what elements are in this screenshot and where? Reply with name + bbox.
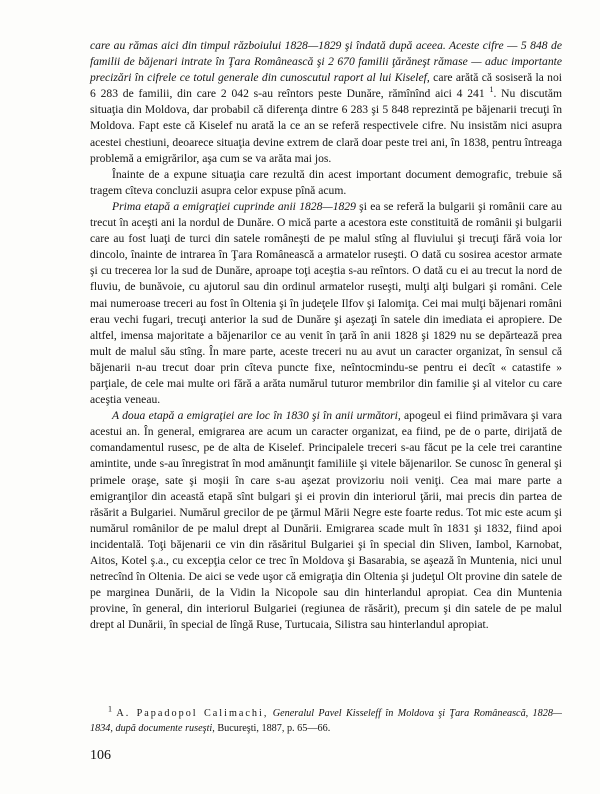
text-run: care arătă că sosiseră la noi 6 283 de familii, din care 2 042 s-au reîntors peste Dunăre, rămînînd aici 4 241 xyxy=(90,71,563,101)
italic-text: Prima etapă a emigraţiei cuprinde anii 1828—1829 xyxy=(112,199,356,213)
paragraph-3 xyxy=(90,199,562,408)
italic-text: care au rămas aici din timpul războiului 1828—1829 şi îndată după aceea. Aceste cifre — 5 848 de familii de bǎjenari intrate în Ţara Românească şi 2 670 familii ţărăneşt rămase — aduc importante precizări în cifrele ce totul generale din cunoscutul raport al lui Kiselef, xyxy=(90,39,562,85)
page-number: 106 xyxy=(90,748,111,763)
footnote-title: Generalul Pavel Kisseleff în Moldova şi Ţara Românească, 1828—1834, după documente ruseşti xyxy=(90,708,562,734)
footnote xyxy=(90,704,562,736)
footnote-marker: 1 xyxy=(108,704,112,714)
text-run: . Nu discutăm situaţia din Moldova, dar probabil că diferenţa dintre 6 283 şi 5 848 reprezintă pe băjenarii trecuţi în Moldova. Fapt este că Kiselef nu arată la ce an se referă respectivele cifre. Nu insistăm nici asupra acestei chestiuni, deoarece situaţia devine extrem de clară doar peste trei ani, în 1838, pentru întreaga problemă a emigrărilor, aşa cum se va arăta mai jos. xyxy=(90,87,562,165)
text-run: şi ea se referă la bulgarii şi românii care au trecut în aceşti ani la nordul de Dunăre. O mică parte a acestora este constituită de românii şi bulgarii care au fost luaţi de turci din satele româneşti de pe malul stîng al fluviului şi trecuţi fără voia lor dincolo, înainte de intrarea în Ţara Românească a armatelor ruseşti. O dată cu sosirea acestor armate şi cu trecerea lor la sud de Dunăre, aproape toţi aceştia s-au reîntors. O dată cu ei au trecut la nord de fluviu, de bunăvoie, cu ajutorul sau din ordinul armatelor ruseşti, mulţi alţi bulgari şi români. Cele mai numeroase treceri au fost în Oltenia şi în judeţele Ilfov şi Ialomiţa. Cei mai mulţi băjenari români erau vechi fugari, trecuţi anterior la sud de Dunăre şi aşezaţi în satele din imediata ei apropiere. De altfel, imensa majoritate a băjenarilor ce au venit în ţară în anii 1828 şi 1829 nu se depărtează prea mult de malul său stîng. În mare parte, aceste treceri nu au avut un caracter organizat, în sensul că băjenarii n-au trecut doar prin cîteva puncte fixe, neîntocmindu-se pentru ei decît « catastife » parţiale, de cele mai multe ori fără a arăta numărul tuturor membrilor din familie şi al vitelor cu care aceştia veneau. xyxy=(90,199,562,407)
paragraph-1 xyxy=(90,38,562,167)
body-text xyxy=(90,38,562,633)
footnote-ref: 1 xyxy=(489,85,494,95)
italic-text: A doua etapă a emigraţiei are loc în 1830 şi în anii următori, xyxy=(112,409,401,423)
footnote-rest: , Bucureşti, 1887, p. 65—66. xyxy=(212,722,331,734)
text-run: apogeul ei fiind primăvara şi vara acestui an. În general, emigrarea are acum un caracter organizat, ea fiind, pe de o parte, dirijată de comandamentul rusesc, pe de alta de Kiselef. Principalele treceri s-au făcut pe la cele trei carantine amintite, unde s-au înregistrat în mod amănunţit familiile şi vitele băjenarilor. Se cunosc în general şi primele oraşe, sate şi moşii în care s-au aşezat provizoriu noii veniţi. Cea mai mare parte a emigranţilor din această etapă sînt bulgari şi ei provin din interiorul ţării, mai precis din partea de răsărit a Bulgariei. Numărul grecilor de pe ţărmul Mării Negre este foarte redus. Tot mic este acum şi numărul românilor de pe malul drept al Dunării. Emigrarea scade mult în 1831 şi 1832, fiind apoi incidentală. Toţi băjenarii ce vin din răsăritul Bulgariei şi în special din Sliven, Iambol, Karnobat, Aitos, Kotel ş.a., cu excepţia celor ce trec în Moldova şi Basarabia, se aşează în Muntenia, nici unul netrecînd în Oltenia. De aici se vede uşor că emigraţia din Oltenia şi judeţul Olt provine din satele de pe marginea Dunării, de la Vidin la Nicopole sau din hinterlandul apropiat. Cea din Muntenia provine, în general, din interiorul Bulgariei (regiunea de răsărit), precum şi din satele de pe malul drept al Dunării, în special de lîngă Ruse, Turtucaia, Silistra sau hinterlandul apropiat. xyxy=(90,409,562,632)
paragraph-4 xyxy=(90,408,562,633)
footnote-author: A. Papadopol Calimachi, xyxy=(116,708,269,719)
paragraph-2 xyxy=(90,167,562,199)
text-run: Înainte de a expune situaţia care rezultă din acest important document demografic, trebuie să tragem cîteva concluzii asupra celor expuse pînă acum. xyxy=(90,167,562,197)
